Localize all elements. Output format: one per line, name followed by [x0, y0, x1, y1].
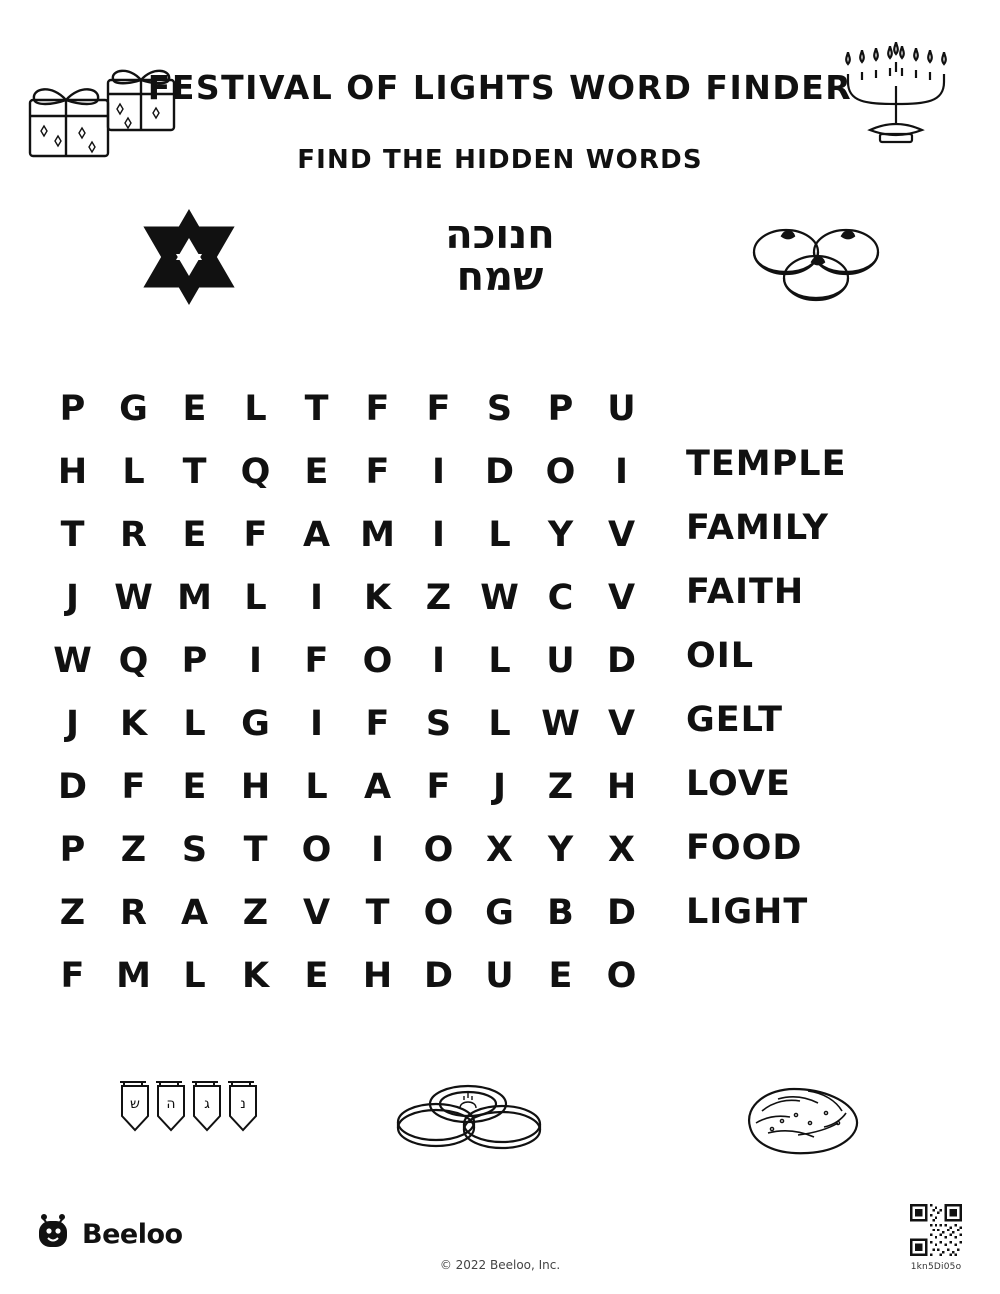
- grid-cell[interactable]: F: [426, 389, 451, 429]
- word-list-item[interactable]: FAMILY: [686, 508, 830, 548]
- word-list-item[interactable]: OIL: [686, 636, 755, 676]
- grid-cell[interactable]: D: [606, 641, 637, 681]
- grid-cell[interactable]: H: [57, 452, 88, 492]
- grid-cell[interactable]: M: [116, 956, 151, 996]
- grid-cell[interactable]: A: [302, 515, 331, 555]
- grid-cell[interactable]: F: [365, 704, 390, 744]
- grid-cell[interactable]: E: [304, 452, 329, 492]
- word-list: [686, 432, 986, 944]
- grid-cell[interactable]: J: [65, 578, 80, 618]
- svg-text:ה: ה: [166, 1096, 176, 1112]
- grid-cell[interactable]: G: [485, 893, 514, 933]
- grid-cell[interactable]: D: [484, 452, 515, 492]
- grid-cell[interactable]: I: [431, 452, 446, 492]
- grid-cell[interactable]: J: [492, 767, 507, 807]
- grid-cell[interactable]: F: [60, 956, 85, 996]
- grid-cell[interactable]: W: [114, 578, 153, 618]
- grid-cell[interactable]: L: [244, 578, 267, 618]
- grid-cell[interactable]: O: [423, 893, 454, 933]
- grid-cell[interactable]: X: [608, 830, 635, 870]
- grid-cell[interactable]: B: [547, 893, 574, 933]
- grid-cell[interactable]: A: [363, 767, 392, 807]
- grid-cell[interactable]: P: [59, 389, 86, 429]
- grid-cell[interactable]: I: [431, 515, 446, 555]
- grid-cell[interactable]: E: [182, 389, 207, 429]
- grid-cell[interactable]: L: [183, 704, 206, 744]
- grid-cell[interactable]: I: [431, 641, 446, 681]
- star-of-david-icon: [140, 208, 238, 306]
- grid-cell[interactable]: E: [304, 956, 329, 996]
- grid-cell[interactable]: I: [248, 641, 263, 681]
- grid-cell[interactable]: L: [488, 641, 511, 681]
- grid-cell[interactable]: P: [547, 389, 574, 429]
- grid-cell[interactable]: M: [360, 515, 395, 555]
- word-list-item[interactable]: TEMPLE: [686, 444, 847, 484]
- grid-cell[interactable]: F: [304, 641, 329, 681]
- grid-cell[interactable]: L: [305, 767, 328, 807]
- qr-code-label: 1kn5Di05o: [910, 1262, 962, 1272]
- grid-cell[interactable]: F: [426, 767, 451, 807]
- grid-cell[interactable]: T: [304, 389, 329, 429]
- hebrew-greeting-line-2: שמח: [456, 254, 544, 300]
- grid-cell[interactable]: L: [183, 956, 206, 996]
- grid-cell[interactable]: S: [425, 704, 452, 744]
- grid-cell[interactable]: X: [486, 830, 513, 870]
- grid-cell[interactable]: F: [243, 515, 268, 555]
- grid-cell[interactable]: H: [240, 767, 271, 807]
- svg-text:ג: ג: [204, 1096, 210, 1112]
- grid-cell[interactable]: P: [181, 641, 208, 681]
- grid-cell[interactable]: L: [122, 452, 145, 492]
- grid-cell[interactable]: Z: [425, 578, 452, 618]
- grid-cell[interactable]: V: [302, 893, 331, 933]
- grid-cell[interactable]: K: [363, 578, 392, 618]
- grid-cell[interactable]: Q: [240, 452, 271, 492]
- brand-name: Beeloo: [82, 1218, 183, 1250]
- qr-code: [905, 1204, 967, 1272]
- grid-cell[interactable]: Z: [547, 767, 574, 807]
- svg-text:ש: ש: [130, 1096, 140, 1112]
- grid-cell[interactable]: H: [606, 767, 637, 807]
- copyright-text: © 2022 Beeloo, Inc.: [439, 1258, 561, 1272]
- grid-cell[interactable]: L: [244, 389, 267, 429]
- grid-cell[interactable]: A: [180, 893, 209, 933]
- grid-cell[interactable]: C: [547, 578, 574, 618]
- grid-cell[interactable]: W: [53, 641, 92, 681]
- grid-cell[interactable]: V: [607, 704, 636, 744]
- grid-cell[interactable]: Z: [120, 830, 147, 870]
- grid-cell[interactable]: T: [60, 515, 85, 555]
- word-list-item[interactable]: LIGHT: [686, 892, 809, 932]
- grid-cell[interactable]: R: [120, 515, 147, 555]
- grid-cell[interactable]: I: [370, 830, 385, 870]
- grid-cell[interactable]: F: [365, 389, 390, 429]
- word-list-item[interactable]: GELT: [686, 700, 784, 740]
- word-list-item[interactable]: FOOD: [686, 828, 803, 868]
- beeloo-logo-icon: [36, 1214, 70, 1254]
- gift-boxes-icon: [22, 38, 182, 168]
- grid-cell[interactable]: Z: [242, 893, 269, 933]
- grid-cell[interactable]: K: [241, 956, 270, 996]
- grid-cell[interactable]: O: [606, 956, 637, 996]
- grid-cell[interactable]: D: [57, 767, 88, 807]
- grid-cell[interactable]: O: [545, 452, 576, 492]
- grid-cell[interactable]: W: [480, 578, 519, 618]
- grid-cell[interactable]: E: [182, 767, 207, 807]
- grid-cell[interactable]: G: [241, 704, 270, 744]
- grid-cell[interactable]: O: [301, 830, 332, 870]
- grid-cell[interactable]: V: [607, 515, 636, 555]
- grid-cell[interactable]: L: [488, 704, 511, 744]
- grid-cell[interactable]: E: [548, 956, 573, 996]
- grid-cell[interactable]: H: [362, 956, 393, 996]
- grid-cell[interactable]: U: [546, 641, 575, 681]
- grid-cell[interactable]: Q: [118, 641, 149, 681]
- grid-cell[interactable]: S: [486, 389, 513, 429]
- menorah-icon: [836, 42, 956, 152]
- svg-text:נ: נ: [240, 1096, 246, 1112]
- page-title: FESTIVAL OF LIGHTS WORD FINDER: [147, 68, 853, 107]
- grid-cell[interactable]: F: [365, 452, 390, 492]
- grid-cell[interactable]: K: [119, 704, 148, 744]
- dreidels-icon: [112, 1072, 260, 1152]
- grid-cell[interactable]: G: [119, 389, 148, 429]
- grid-cell[interactable]: Z: [59, 893, 86, 933]
- grid-cell[interactable]: W: [541, 704, 580, 744]
- grid-cell[interactable]: I: [309, 704, 324, 744]
- grid-cell[interactable]: M: [177, 578, 212, 618]
- grid-cell[interactable]: R: [120, 893, 147, 933]
- hebrew-greeting: [360, 214, 640, 298]
- grid-cell[interactable]: U: [485, 956, 514, 996]
- grid-cell[interactable]: T: [182, 452, 207, 492]
- grid-cell[interactable]: T: [243, 830, 268, 870]
- brand: [36, 1214, 183, 1254]
- word-search-grid: [42, 378, 652, 1008]
- word-list-item[interactable]: LOVE: [686, 764, 791, 804]
- grid-cell[interactable]: D: [423, 956, 454, 996]
- grid-cell[interactable]: O: [423, 830, 454, 870]
- sufganiyot-icon: [746, 222, 886, 312]
- grid-cell[interactable]: I: [614, 452, 629, 492]
- grid-cell[interactable]: E: [182, 515, 207, 555]
- grid-cell[interactable]: F: [121, 767, 146, 807]
- word-list-item[interactable]: FAITH: [686, 572, 805, 612]
- grid-cell[interactable]: T: [365, 893, 390, 933]
- grid-cell[interactable]: D: [606, 893, 637, 933]
- grid-cell[interactable]: P: [59, 830, 86, 870]
- coins-icon: [390, 1082, 550, 1162]
- page-subtitle: FIND THE HIDDEN WORDS: [297, 145, 703, 175]
- grid-cell[interactable]: Y: [547, 515, 574, 555]
- grid-cell[interactable]: I: [309, 578, 324, 618]
- grid-cell[interactable]: V: [607, 578, 636, 618]
- grid-cell[interactable]: J: [65, 704, 80, 744]
- latke-icon: [738, 1075, 878, 1165]
- grid-cell[interactable]: U: [607, 389, 636, 429]
- hebrew-greeting-line-1: חנוכה: [445, 212, 555, 258]
- grid-cell[interactable]: L: [488, 515, 511, 555]
- grid-cell[interactable]: Y: [547, 830, 574, 870]
- grid-cell[interactable]: O: [362, 641, 393, 681]
- grid-cell[interactable]: S: [181, 830, 208, 870]
- qr-code-image: [905, 1204, 967, 1256]
